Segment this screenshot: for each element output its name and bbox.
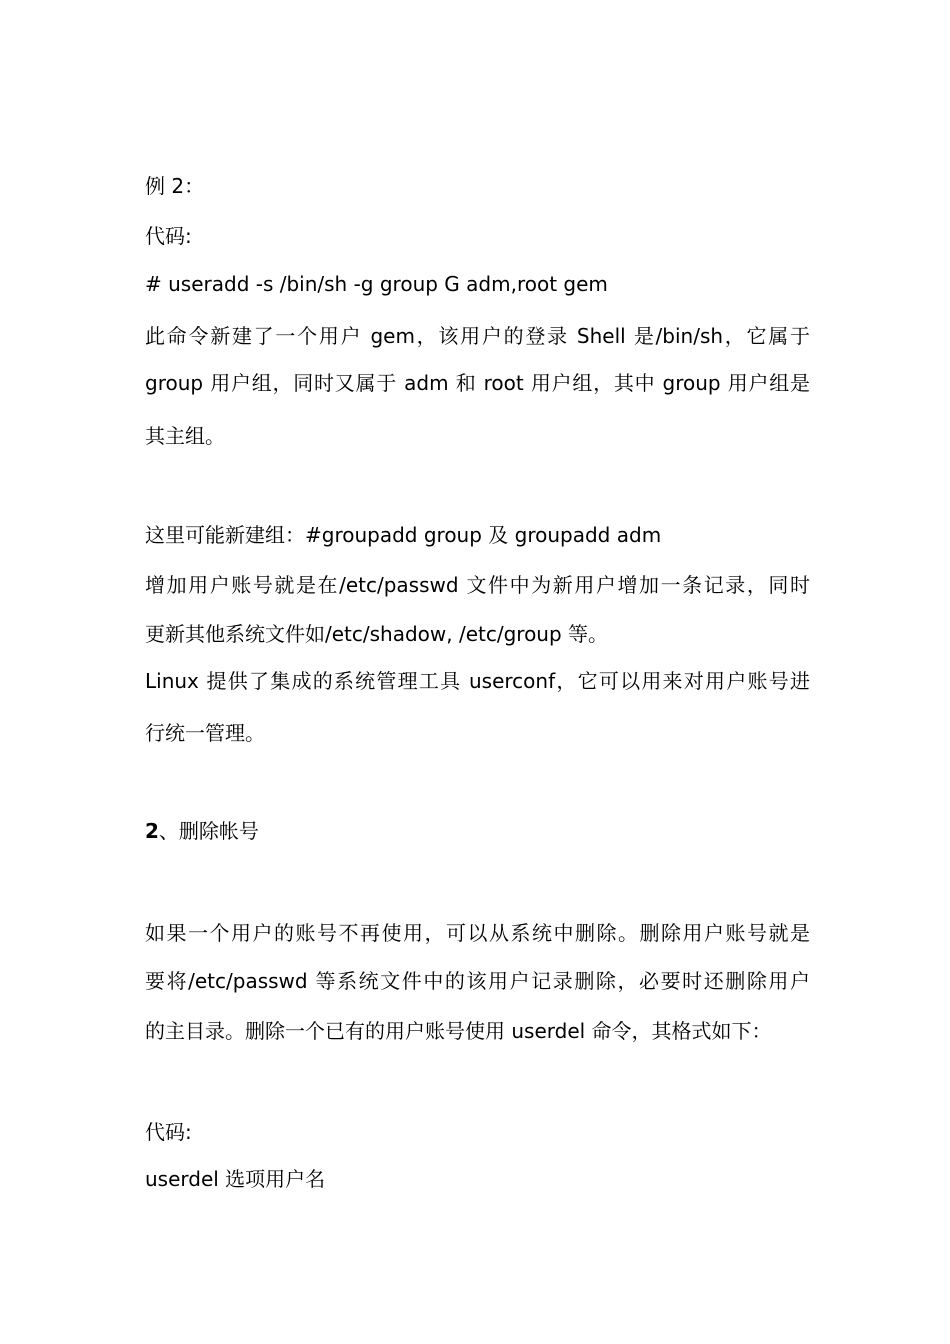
code-label: 代码: (145, 1120, 192, 1144)
paragraph-line: Linux 提供了集成的系统管理工具 userconf，它可以用来对用户账号进 (145, 669, 810, 693)
useradd-command: # useradd -s /bin/sh -g group G adm,root gem (145, 272, 608, 296)
paragraph-line: 行统一管理。 (145, 721, 265, 745)
paragraph-line: 增加用户账号就是在/etc/passwd 文件中为新用户增加一条记录，同时 (145, 573, 810, 597)
paragraph-line: 此命令新建了一个用户 gem，该用户的登录 Shell 是/bin/sh，它属于 (145, 324, 810, 348)
code-label: 代码: (145, 224, 192, 248)
groupadd-note: 这里可能新建组：#groupadd group 及 groupadd adm (145, 523, 662, 547)
paragraph-line: 要将/etc/passwd 等系统文件中的该用户记录删除，必要时还删除用户 (145, 969, 810, 993)
paragraph-line: 的主目录。删除一个已有的用户账号使用 userdel 命令，其格式如下： (145, 1019, 772, 1043)
section-number: 2 (145, 819, 159, 843)
paragraph-line: 如果一个用户的账号不再使用，可以从系统中删除。删除用户账号就是 (145, 921, 810, 945)
paragraph-line: group 用户组，同时又属于 adm 和 root 用户组，其中 group 用户组是 (145, 371, 810, 395)
paragraph-line: 更新其他系统文件如/etc/shadow, /etc/group 等。 (145, 622, 609, 646)
example-label: 例 2： (145, 174, 205, 198)
paragraph-line: 其主组。 (145, 424, 225, 448)
section-title: 、删除帐号 (158, 819, 259, 843)
section-heading (145, 817, 810, 845)
userdel-command: userdel 选项用户名 (145, 1167, 326, 1191)
